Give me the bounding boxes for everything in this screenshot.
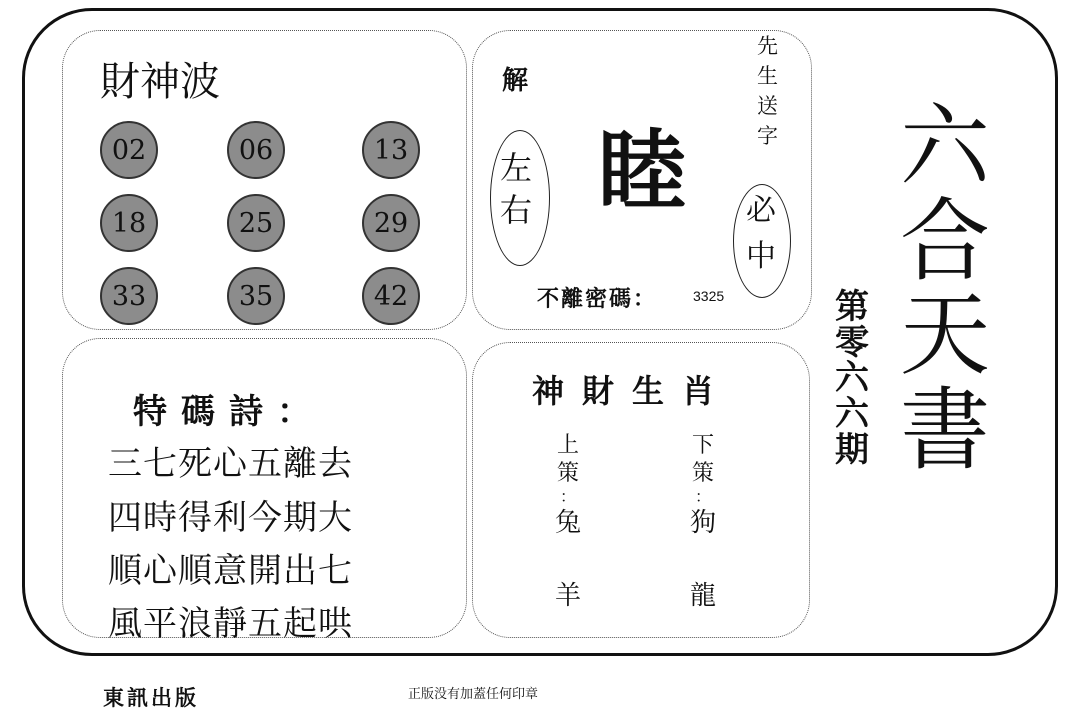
poem-line: 四時得利今期大 — [108, 498, 353, 538]
left-right-word: 左 右 — [500, 149, 533, 229]
publisher-name: 東訊出版 — [103, 686, 199, 710]
not-leave-code: 3325 — [693, 288, 725, 304]
poem-line: 三七死心五離去 — [108, 444, 353, 484]
number-ball: 13 — [362, 121, 420, 179]
authenticity-notice: 正版没有加蓋任何印章 — [408, 687, 539, 702]
number-ball: 02 — [100, 121, 158, 179]
number-ball: 33 — [100, 267, 158, 325]
zodiac-title: 神財生肖 — [532, 372, 733, 410]
number-ball: 29 — [362, 194, 420, 252]
not-leave-label: 不離密碼： — [537, 287, 658, 312]
wealth-title: 財神波 — [100, 59, 220, 105]
book-title: 六 合 天 書 — [900, 94, 990, 483]
number-ball: 42 — [362, 267, 420, 325]
poem-panel — [62, 338, 467, 638]
sure-win-text: 必 中 — [746, 193, 776, 274]
number-ball: 25 — [227, 194, 285, 252]
riddle-jie-label: 解 — [502, 66, 529, 96]
gift-text: 先 生 送 字 — [757, 34, 778, 148]
poem-line: 風平浪靜五起哄 — [108, 604, 353, 644]
issue-number: 第 零 六 六 期 — [835, 287, 869, 470]
number-ball: 18 — [100, 194, 158, 252]
upper-strategy: 上 策 ： 兔 羊 — [555, 433, 582, 611]
riddle-main-char: 睦 — [598, 120, 687, 223]
lower-strategy: 下 策 ： 狗 龍 — [690, 433, 717, 611]
poem-title: 特碼詩： — [133, 392, 325, 432]
poem-line: 順心順意開出七 — [108, 551, 353, 591]
number-ball: 35 — [227, 267, 285, 325]
number-ball: 06 — [227, 121, 285, 179]
